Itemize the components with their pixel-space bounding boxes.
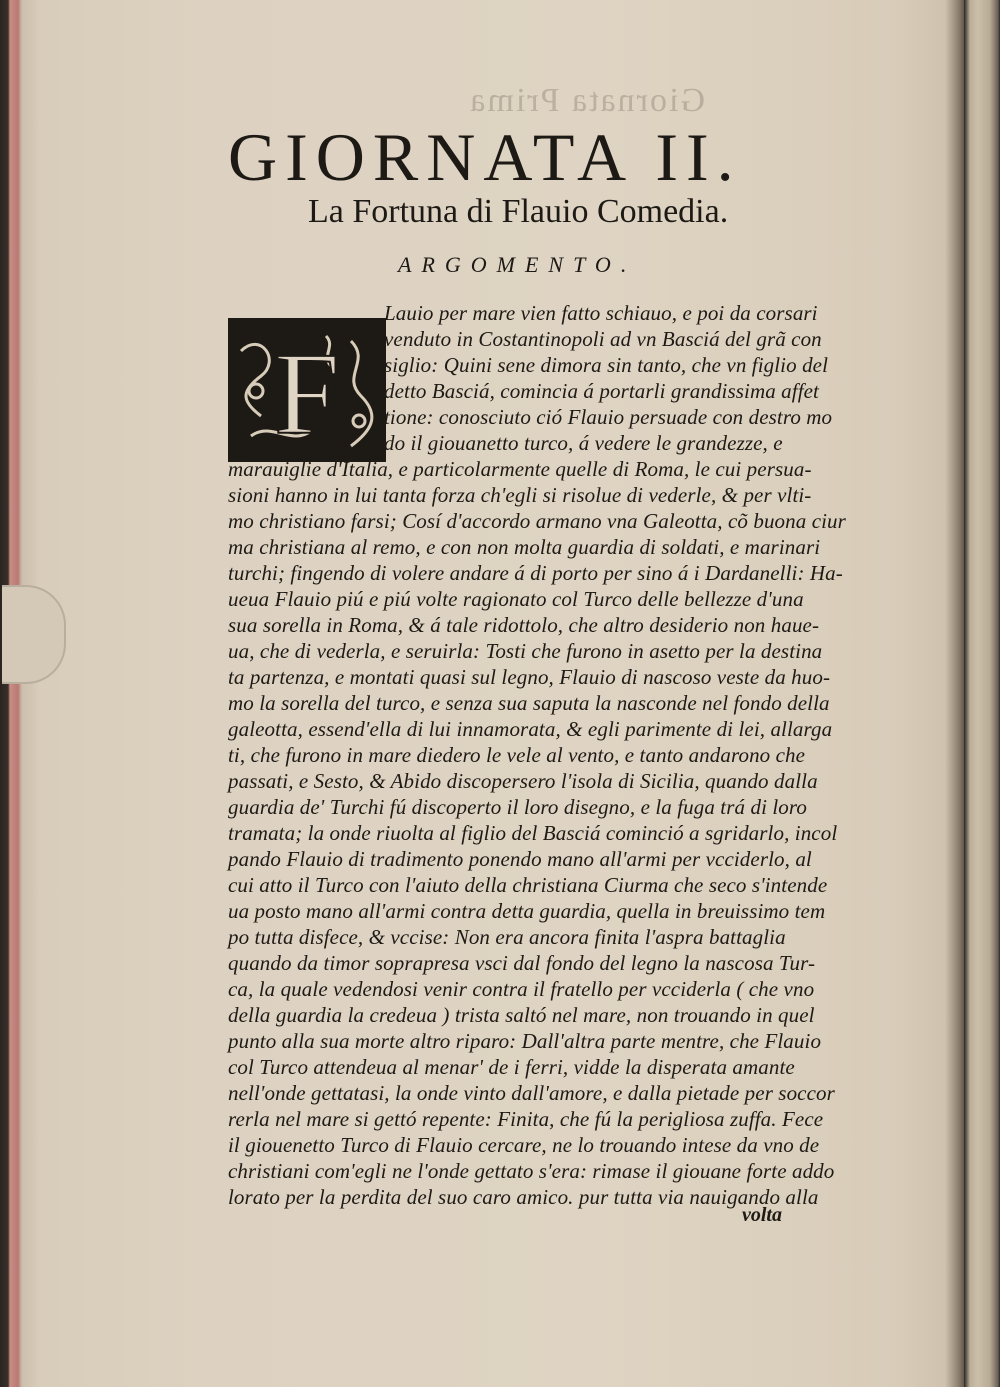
binding-tab	[2, 585, 66, 684]
initial-letter-glyph: F	[274, 328, 340, 459]
body-line: ma christiana al remo, e con non molta guardia di soldati, e marinari	[228, 535, 821, 559]
body-line: venduto in Costantinopoli ad vn Basciá del grã con	[384, 327, 822, 351]
body-line: il giouenetto Turco di Flauio cercare, ne lo trouando intese da vno de	[228, 1133, 820, 1157]
bleed-through-text: Giornata Prima	[468, 82, 705, 119]
body-line: galeotta, essend'ella di lui innamorata, & egli parimente di lei, allarga	[228, 717, 833, 741]
body-line: siglio: Quini sene dimora sin tanto, che vn figlio del	[384, 353, 829, 377]
body-line: col Turco attendeua al menar' de i ferri, vidde la disperata amante	[228, 1055, 795, 1079]
body-line: passati, e Sesto, & Abido discopersero l'isola di Sicilia, quando dalla	[228, 769, 818, 793]
body-line: sua sorella in Roma, & á tale ridottolo, che altro desiderio non haue-	[228, 613, 820, 637]
decorated-initial-letter	[228, 318, 386, 462]
section-heading: ARGOMENTO.	[398, 252, 637, 277]
body-line: cui atto il Turco con l'aiuto della christiana Ciurma che seco s'intende	[228, 873, 828, 897]
body-line: do il giouanetto turco, á vedere le grandezze, e	[384, 431, 783, 455]
catchword: volta	[742, 1204, 782, 1226]
body-line: della guardia la credeua ) trista saltó nel mare, non trouando in quel	[228, 1003, 815, 1027]
body-line: guardia de' Turchi fú discoperto il loro disegno, e la fuga trá di loro	[228, 795, 807, 819]
body-line: marauiglie d'Italia, e particolarmente quelle di Roma, le cui persua-	[228, 457, 812, 481]
body-line: pando Flauio di tradimento ponendo mano all'armi per vcciderlo, al	[228, 847, 812, 871]
body-line: quando da timor soprapresa vsci dal fondo del legno la nascosa Tur-	[228, 951, 816, 975]
body-line: Lauio per mare vien fatto schiauo, e poi da corsari	[384, 301, 818, 325]
page-subtitle: La Fortuna di Flauio Comedia.	[308, 193, 729, 230]
body-line: tione: conosciuto ció Flauio persuade con destro mo	[384, 405, 833, 429]
body-line: turchi; fingendo di volere andare á di porto per sino á i Dardanelli: Ha-	[228, 561, 843, 585]
body-line: lorato per la perdita del suo caro amico. pur tutta via nauigando alla	[228, 1185, 819, 1209]
body-line: ca, la quale vedendosi venir contra il fratello per vcciderla ( che vno	[228, 977, 815, 1001]
body-line: ta partenza, e montati quasi sul legno, Flauio di nascoso veste da huo-	[228, 665, 831, 689]
body-line: punto alla sua morte altro riparo: Dall'altra parte mentre, che Flauio	[228, 1029, 822, 1053]
body-line: mo la sorella del turco, e senza sua saputa la nasconde nel fondo della	[228, 691, 830, 715]
body-line: ua posto mano all'armi contra detta guardia, quella in breuissimo tem	[228, 899, 826, 923]
initial-ornament-icon	[231, 321, 383, 459]
page-title: GIORNATA II.	[228, 119, 742, 195]
body-line: sioni hanno in lui tanta forza ch'egli si risolue di vederle, & per vlti-	[228, 483, 812, 507]
body-line: detto Basciá, comincia á portarli grandissima affet	[384, 379, 819, 403]
facing-page-edge	[964, 0, 1000, 1387]
body-line: nell'onde gettatasi, la onde vinto dall'amore, e dalla pietade per soccor	[228, 1081, 835, 1105]
body-line: po tutta disfece, & vccise: Non era ancora finita l'aspra battaglia	[228, 925, 786, 949]
body-line: ueua Flauio piú e piú volte ragionato col Turco delle bellezze d'una	[228, 587, 804, 611]
body-line: mo christiano farsi; Cosí d'accordo armano vna Galeotta, cõ buona ciur	[228, 509, 846, 533]
body-line: rerla nel mare si gettó repente: Finita, che fú la perigliosa zuffa. Fece	[228, 1107, 824, 1131]
body-line: tramata; la onde riuolta al figlio del Basciá cominció a sgridarlo, incol	[228, 821, 838, 845]
body-line: christiani com'egli ne l'onde gettato s'era: rimase il giouane forte addo	[228, 1159, 835, 1183]
body-line: ua, che di vederla, e seruirla: Tosti che furono in asetto per la destina	[228, 639, 823, 663]
body-line: ti, che furono in mare diedero le vele al vento, e tanto andarono che	[228, 743, 806, 767]
